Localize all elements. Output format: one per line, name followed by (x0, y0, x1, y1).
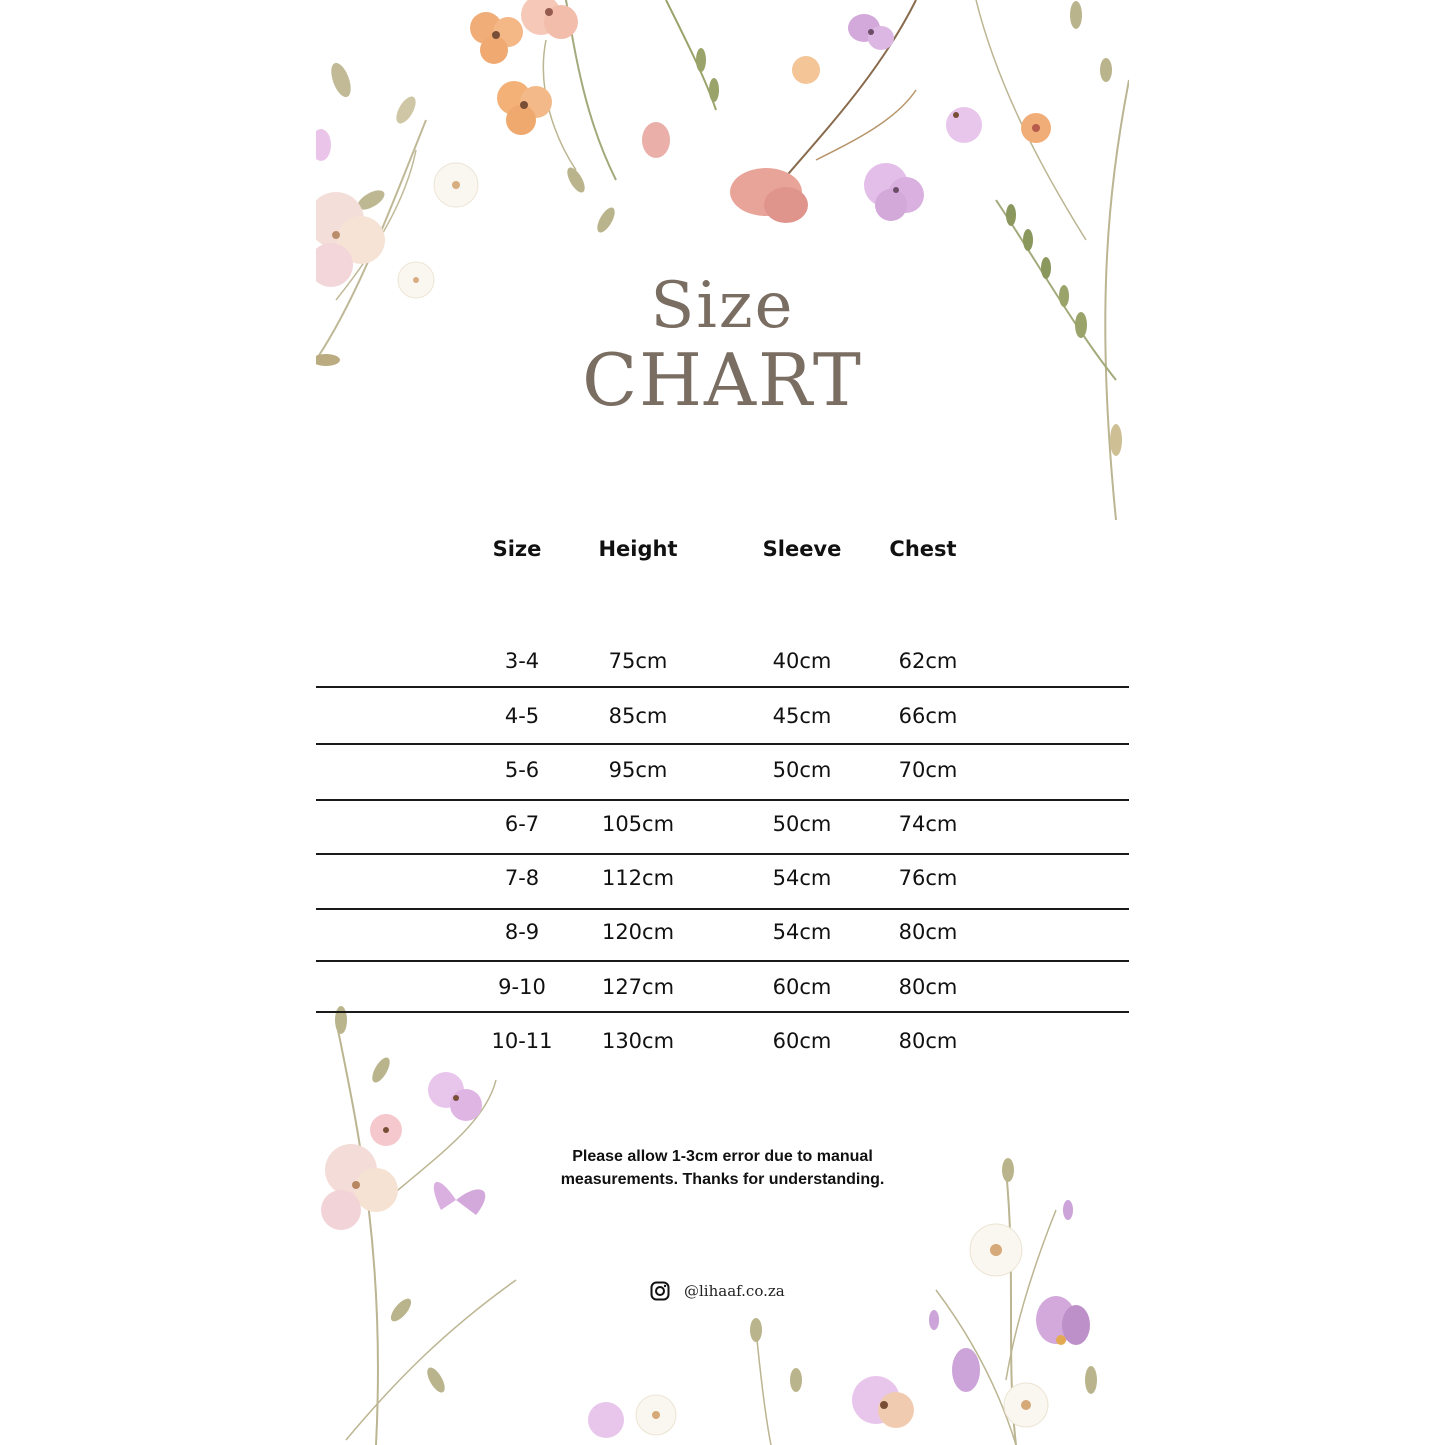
instagram-handle-link[interactable] (650, 1278, 785, 1304)
cell-sleeve: 60cm (772, 1029, 832, 1053)
cell-sleeve: 50cm (772, 812, 832, 836)
cell-chest: 76cm (898, 866, 958, 890)
row-divider (316, 908, 1129, 910)
cell-size: 7-8 (504, 866, 540, 890)
cell-height: 105cm (601, 812, 675, 836)
column-header-sleeve: Sleeve (762, 537, 842, 561)
row-divider (316, 853, 1129, 855)
cell-sleeve: 40cm (772, 649, 832, 673)
cell-chest: 62cm (898, 649, 958, 673)
column-header-chest: Chest (889, 537, 957, 561)
bottom-left-florals (321, 1006, 516, 1445)
cell-height: 95cm (608, 758, 668, 782)
column-header-size: Size (492, 537, 542, 561)
cell-height: 130cm (601, 1029, 675, 1053)
cell-height: 75cm (608, 649, 668, 673)
row-divider (316, 686, 1129, 688)
cell-size: 6-7 (504, 812, 540, 836)
row-divider (316, 1011, 1129, 1013)
cell-chest: 80cm (898, 1029, 958, 1053)
title-text-1: Size (650, 269, 795, 343)
row-divider (316, 743, 1129, 745)
note-line-1: Please allow 1-3cm error due to manual (572, 1148, 873, 1165)
cell-size: 8-9 (504, 920, 540, 944)
cell-sleeve: 60cm (772, 975, 832, 999)
column-header-height: Height (598, 537, 678, 561)
top-center-florals (470, 0, 719, 235)
instagram-icon (650, 1281, 670, 1301)
top-right-florals (730, 0, 1129, 520)
size-chart-card (316, 0, 1129, 1445)
cell-size: 10-11 (491, 1029, 553, 1053)
cell-chest: 74cm (898, 812, 958, 836)
row-divider (316, 799, 1129, 801)
cell-chest: 70cm (898, 758, 958, 782)
cell-sleeve: 54cm (772, 920, 832, 944)
cell-sleeve: 54cm (772, 866, 832, 890)
cell-height: 112cm (601, 866, 675, 890)
cell-chest: 80cm (898, 920, 958, 944)
cell-height: 120cm (601, 920, 675, 944)
row-divider (316, 960, 1129, 962)
title-text-2: CHART (582, 338, 863, 422)
cell-size: 9-10 (498, 975, 546, 999)
note-line-2: measurements. Thanks for understanding. (560, 1171, 885, 1188)
measurement-note (316, 1145, 1129, 1191)
cell-size: 3-4 (504, 649, 540, 673)
instagram-handle-text: @lihaaf.co.za (684, 1282, 785, 1300)
page-title-line-1 (316, 266, 1129, 346)
cell-sleeve: 50cm (772, 758, 832, 782)
cell-chest: 80cm (898, 975, 958, 999)
page-title-line-2 (316, 338, 1129, 422)
cell-chest: 66cm (898, 704, 958, 728)
cell-height: 127cm (601, 975, 675, 999)
cell-sleeve: 45cm (772, 704, 832, 728)
floral-decoration (316, 0, 1129, 1445)
cell-size: 4-5 (504, 704, 540, 728)
cell-size: 5-6 (504, 758, 540, 782)
cell-height: 85cm (608, 704, 668, 728)
